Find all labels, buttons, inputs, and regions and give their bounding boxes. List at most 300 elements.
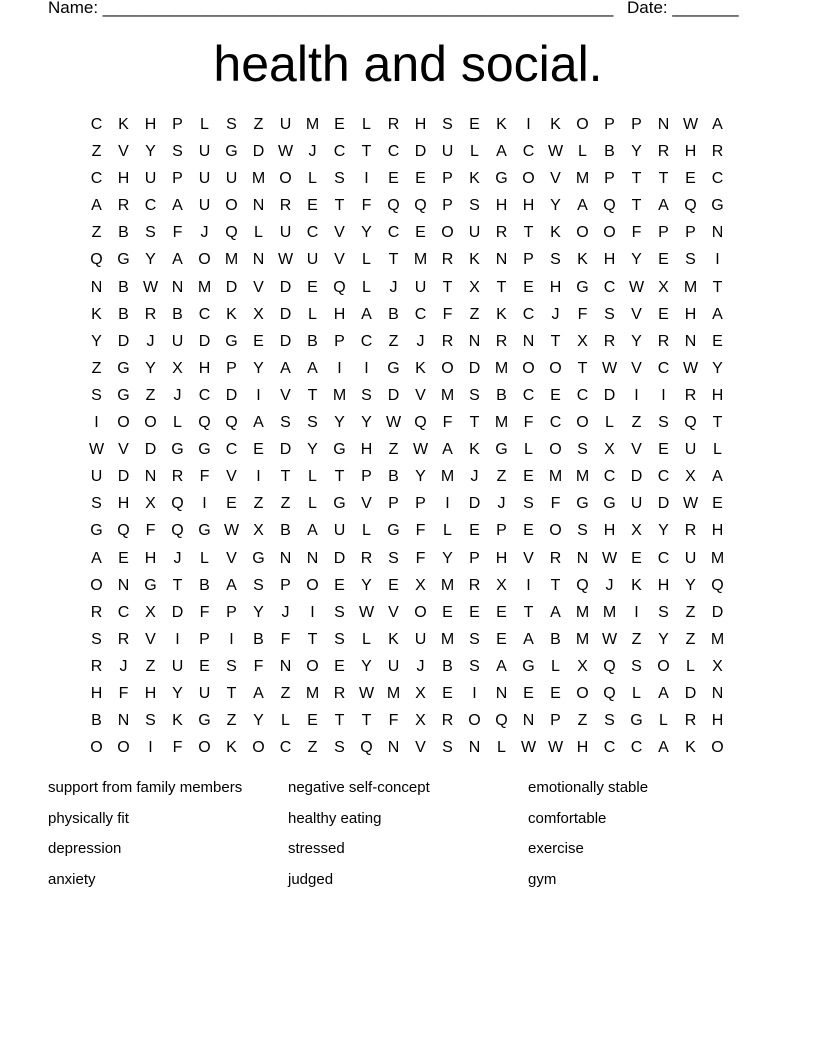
grid-letter: R [333, 684, 346, 702]
grid-letter: C [576, 386, 589, 404]
grid-letter: M [305, 116, 320, 133]
grid-letter: R [117, 197, 130, 215]
grid-letter: N [684, 332, 697, 350]
grid-letter: E [226, 495, 237, 513]
grid-letter: F [523, 414, 534, 432]
grid-letter: N [711, 224, 724, 242]
grid-letter: G [522, 657, 535, 675]
grid-letter: M [197, 278, 212, 296]
grid-letter: C [333, 143, 346, 161]
grid-letter: N [306, 549, 319, 567]
grid-letter: F [388, 712, 399, 730]
word-list-item: stressed [288, 840, 345, 857]
grid-letter: U [90, 468, 103, 486]
grid-letter: V [631, 441, 642, 459]
grid-letter: L [578, 143, 587, 161]
grid-letter: Z [469, 305, 480, 323]
grid-letter: M [386, 684, 401, 702]
grid-letter: Q [603, 197, 616, 215]
grid-letter: L [308, 170, 317, 188]
grid-letter: H [198, 359, 211, 377]
grid-letter: C [387, 143, 400, 161]
grid-letter: K [496, 305, 507, 323]
grid-letter: W [142, 278, 159, 296]
grid-letter: Q [360, 739, 373, 757]
grid-letter: P [172, 170, 183, 188]
grid-letter: T [334, 197, 345, 215]
grid-letter: K [226, 739, 237, 757]
grid-letter: T [577, 359, 588, 377]
grid-letter: N [522, 332, 535, 350]
grid-letter: D [468, 359, 481, 377]
grid-letter: U [198, 197, 211, 215]
grid-letter: E [307, 278, 318, 296]
grid-letter: N [576, 549, 589, 567]
grid-letter: M [575, 468, 590, 486]
grid-letter: N [657, 116, 670, 133]
grid-letter: T [361, 143, 372, 161]
grid-letter: H [144, 116, 157, 133]
grid-letter: K [469, 251, 480, 269]
grid-letter: Q [171, 495, 184, 513]
grid-letter: K [685, 739, 696, 757]
grid-letter: L [308, 495, 317, 513]
grid-letter: E [685, 170, 696, 188]
grid-letter: I [526, 576, 531, 594]
grid-letter: L [200, 549, 209, 567]
grid-letter: O [603, 224, 616, 242]
grid-letter: O [198, 251, 211, 269]
grid-letter: L [281, 712, 290, 730]
grid-letter: H [603, 522, 616, 540]
grid-letter: D [117, 468, 130, 486]
grid-letter: A [361, 305, 372, 323]
grid-letter: O [306, 576, 319, 594]
grid-letter: Y [334, 414, 345, 432]
grid-letter: Y [253, 712, 264, 730]
grid-letter: M [683, 278, 698, 296]
grid-letter: I [175, 630, 180, 648]
grid-letter: A [712, 116, 723, 133]
grid-letter: T [172, 576, 183, 594]
grid-letter: D [279, 441, 292, 459]
grid-letter: Q [225, 414, 238, 432]
grid-letter: F [172, 739, 183, 757]
grid-letter: P [442, 197, 453, 215]
header [48, 0, 739, 19]
grid-letter: H [711, 712, 724, 730]
grid-letter: O [117, 414, 130, 432]
grid-letter: L [659, 712, 668, 730]
grid-letter: B [496, 386, 507, 404]
grid-letter: C [603, 278, 616, 296]
grid-letter: E [523, 684, 534, 702]
grid-letter: H [495, 197, 508, 215]
grid-letter: L [524, 441, 533, 459]
grid-letter: G [387, 359, 400, 377]
grid-letter: F [415, 522, 426, 540]
grid-letter: S [145, 712, 156, 730]
grid-letter: D [279, 332, 292, 350]
grid-letter: Y [361, 414, 372, 432]
grid-letter: E [469, 603, 480, 621]
grid-letter: L [443, 522, 452, 540]
grid-letter: W [547, 143, 564, 161]
grid-letter: T [307, 386, 318, 404]
grid-letter: Y [145, 251, 156, 269]
grid-letter: X [658, 278, 669, 296]
grid-letter: U [198, 143, 211, 161]
grid-letter: I [364, 359, 369, 377]
grid-letter: U [414, 630, 427, 648]
grid-letter: C [360, 332, 373, 350]
word-list-item: support from family members [48, 779, 243, 796]
grid-letter: E [496, 630, 507, 648]
grid-letter: Z [91, 359, 102, 377]
grid-letter: S [469, 657, 480, 675]
grid-letter: J [497, 495, 506, 513]
grid-letter: U [171, 332, 184, 350]
grid-letter: N [144, 468, 157, 486]
grid-letter: G [117, 386, 130, 404]
grid-letter: H [684, 143, 697, 161]
grid-letter: R [657, 143, 670, 161]
grid-letter: X [685, 468, 696, 486]
grid-letter: E [118, 549, 129, 567]
grid-letter: P [604, 116, 615, 133]
grid-letter: D [657, 495, 670, 513]
grid-letter: P [685, 224, 696, 242]
grid-letter: X [496, 576, 507, 594]
grid-letter: L [254, 224, 263, 242]
grid-letter: S [685, 251, 696, 269]
grid-letter: L [551, 657, 560, 675]
grid-letter: K [226, 305, 237, 323]
grid-letter: F [442, 305, 453, 323]
grid-letter: Q [387, 197, 400, 215]
grid-letter: M [332, 386, 347, 404]
grid-letter: X [577, 332, 588, 350]
grid-letter: U [468, 224, 481, 242]
grid-letter: Y [658, 630, 669, 648]
grid-letter: T [388, 251, 399, 269]
grid-letter: E [712, 332, 723, 350]
grid-letter: J [173, 549, 182, 567]
grid-letter: G [90, 522, 103, 540]
grid-letter: D [144, 441, 157, 459]
grid-letter: Z [577, 712, 588, 730]
grid-letter: V [631, 359, 642, 377]
grid-letter: O [198, 739, 211, 757]
grid-letter: I [472, 684, 477, 702]
word-list [48, 778, 768, 900]
grid-letter: Y [361, 576, 372, 594]
grid-letter: M [440, 630, 455, 648]
grid-letter: O [711, 739, 724, 757]
grid-letter: M [575, 630, 590, 648]
grid-letter: B [253, 630, 264, 648]
grid-letter: X [253, 305, 264, 323]
grid-letter: Z [307, 739, 318, 757]
grid-letter: O [225, 197, 238, 215]
grid-letter: M [575, 603, 590, 621]
grid-letter: W [223, 522, 240, 540]
grid-letter: H [144, 549, 157, 567]
grid-letter: U [225, 170, 238, 188]
grid-letter: D [279, 305, 292, 323]
grid-letter: N [171, 278, 184, 296]
grid-letter: P [658, 224, 669, 242]
grid-letter: C [522, 305, 535, 323]
grid-letter: M [602, 603, 617, 621]
grid-letter: F [172, 224, 183, 242]
grid-letter: P [631, 116, 642, 133]
grid-letter: M [251, 170, 266, 188]
grid-letter: Z [253, 495, 264, 513]
grid-letter: U [387, 657, 400, 675]
grid-letter: H [549, 278, 562, 296]
grid-letter: N [495, 251, 508, 269]
grid-letter: V [253, 278, 264, 296]
grid-letter: F [253, 657, 264, 675]
grid-letter: I [337, 359, 342, 377]
grid-letter: L [362, 116, 371, 133]
grid-letter: G [252, 549, 265, 567]
grid-letter: D [414, 143, 427, 161]
grid-letter: C [306, 224, 319, 242]
grid-letter: A [658, 739, 669, 757]
name-label: Name: ______________________________________________________ [48, 0, 614, 17]
grid-letter: N [117, 712, 130, 730]
grid-letter: H [576, 739, 589, 757]
grid-letter: L [362, 522, 371, 540]
grid-letter: Q [225, 224, 238, 242]
grid-letter: G [387, 522, 400, 540]
grid-letter: D [225, 278, 238, 296]
grid-letter: M [710, 630, 725, 648]
grid-letter: I [715, 251, 720, 269]
grid-letter: S [577, 441, 588, 459]
grid-letter: M [224, 251, 239, 269]
grid-letter: T [442, 278, 453, 296]
grid-letter: D [225, 386, 238, 404]
grid-letter: D [117, 332, 130, 350]
grid-letter: Y [658, 522, 669, 540]
grid-letter: C [522, 386, 535, 404]
grid-letter: U [306, 251, 319, 269]
grid-letter: D [603, 386, 616, 404]
grid-letter: C [144, 197, 157, 215]
grid-letter: B [388, 305, 399, 323]
grid-letter: Z [685, 603, 696, 621]
grid-letter: T [334, 712, 345, 730]
grid-letter: L [632, 684, 641, 702]
grid-letter: X [415, 576, 426, 594]
word-list-item: physically fit [48, 809, 129, 827]
grid-letter: R [90, 603, 103, 621]
grid-letter: M [494, 359, 509, 377]
grid-letter: G [117, 359, 130, 377]
grid-letter: S [334, 170, 345, 188]
grid-letter: W [520, 739, 537, 757]
grid-letter: Y [145, 143, 156, 161]
grid-letter: J [470, 468, 479, 486]
grid-letter: Z [145, 386, 156, 404]
grid-letter: A [91, 549, 102, 567]
grid-letter: Z [631, 630, 642, 648]
grid-letter: I [256, 468, 261, 486]
grid-letter: Z [496, 468, 507, 486]
grid-letter: S [226, 116, 237, 133]
grid-letter: J [308, 143, 317, 161]
grid-letter: I [94, 414, 99, 432]
grid-letter: P [604, 170, 615, 188]
grid-letter: X [145, 603, 156, 621]
grid-letter: G [333, 441, 346, 459]
grid-letter: T [496, 278, 507, 296]
grid-letter: P [334, 332, 345, 350]
grid-letter: N [252, 197, 265, 215]
grid-letter: H [414, 116, 427, 133]
word-list-item: judged [288, 870, 334, 888]
grid-letter: V [280, 386, 291, 404]
grid-letter: A [253, 414, 264, 432]
grid-letter: M [440, 468, 455, 486]
grid-letter: C [657, 359, 670, 377]
grid-letter: W [547, 739, 564, 757]
grid-letter: S [334, 739, 345, 757]
grid-letter: B [118, 278, 129, 296]
grid-letter: F [145, 522, 156, 540]
grid-letter: C [711, 170, 724, 188]
grid-letter: E [550, 386, 561, 404]
grid-letter: D [711, 603, 724, 621]
grid-letter: O [414, 603, 427, 621]
grid-letter: E [550, 684, 561, 702]
grid-letter: A [523, 630, 534, 648]
grid-letter: U [441, 143, 454, 161]
grid-letter: S [469, 630, 480, 648]
grid-letter: R [117, 630, 130, 648]
grid-letter: G [198, 441, 211, 459]
grid-letter: W [277, 251, 294, 269]
grid-letter: E [253, 332, 264, 350]
grid-letter: O [549, 441, 562, 459]
grid-letter: J [389, 278, 398, 296]
grid-letter: S [550, 251, 561, 269]
grid-letter: S [442, 116, 453, 133]
grid-letter: G [225, 143, 238, 161]
grid-letter: F [199, 468, 210, 486]
grid-letter: M [548, 468, 563, 486]
grid-letter: D [333, 549, 346, 567]
grid-letter: X [415, 712, 426, 730]
word-list-item: negative self-concept [288, 779, 430, 796]
grid-letter: G [171, 441, 184, 459]
grid-letter: Z [685, 630, 696, 648]
grid-letter: E [307, 712, 318, 730]
grid-letter: M [440, 386, 455, 404]
grid-letter: E [712, 495, 723, 513]
grid-letter: G [198, 522, 211, 540]
grid-letter: E [523, 278, 534, 296]
grid-letter: O [657, 657, 670, 675]
grid-letter: S [334, 630, 345, 648]
grid-letter: N [117, 576, 130, 594]
grid-letter: E [469, 522, 480, 540]
grid-letter: N [468, 739, 481, 757]
grid-letter: I [634, 603, 639, 621]
grid-letter: W [601, 549, 618, 567]
grid-letter: T [280, 468, 291, 486]
grid-letter: T [523, 224, 534, 242]
grid-letter: C [387, 224, 400, 242]
word-list-item: exercise [528, 840, 584, 857]
grid-letter: O [576, 414, 589, 432]
grid-letter: S [145, 224, 156, 242]
grid-letter: W [601, 359, 618, 377]
grid-letter: I [229, 630, 234, 648]
grid-letter: U [198, 170, 211, 188]
grid-letter: N [252, 251, 265, 269]
grid-letter: V [334, 251, 345, 269]
grid-letter: N [468, 332, 481, 350]
grid-letter: Y [550, 197, 561, 215]
grid-letter: A [712, 305, 723, 323]
grid-letter: S [280, 414, 291, 432]
grid-letter: D [171, 603, 184, 621]
grid-letter: R [603, 332, 616, 350]
grid-letter: Z [145, 657, 156, 675]
grid-letter: V [145, 630, 156, 648]
grid-letter: H [144, 684, 157, 702]
grid-letter: O [90, 576, 103, 594]
grid-letter: O [576, 684, 589, 702]
grid-letter: A [712, 468, 723, 486]
grid-letter: Z [226, 712, 237, 730]
grid-letter: X [415, 684, 426, 702]
grid-letter: J [416, 332, 425, 350]
grid-letter: F [442, 414, 453, 432]
grid-letter: W [88, 441, 105, 459]
grid-letter: E [442, 684, 453, 702]
grid-letter: J [605, 576, 614, 594]
grid-letter: F [199, 603, 210, 621]
grid-letter: E [334, 576, 345, 594]
grid-letter: W [682, 495, 699, 513]
grid-letter: C [198, 386, 211, 404]
grid-letter: D [630, 468, 643, 486]
grid-letter: P [415, 495, 426, 513]
grid-letter: E [631, 549, 642, 567]
grid-letter: U [333, 522, 346, 540]
grid-letter: P [280, 576, 291, 594]
grid-letter: R [171, 468, 184, 486]
grid-letter: F [361, 197, 372, 215]
grid-letter: D [252, 143, 265, 161]
grid-letter: W [358, 684, 375, 702]
grid-letter: O [522, 359, 535, 377]
grid-letter: K [550, 224, 561, 242]
grid-letter: M [710, 549, 725, 567]
grid-letter: Y [91, 332, 102, 350]
grid-letter: L [713, 441, 722, 459]
grid-letter: E [523, 468, 534, 486]
grid-letter: S [604, 305, 615, 323]
grid-letter: C [90, 170, 103, 188]
grid-letter: P [199, 630, 210, 648]
grid-letter: U [684, 549, 697, 567]
